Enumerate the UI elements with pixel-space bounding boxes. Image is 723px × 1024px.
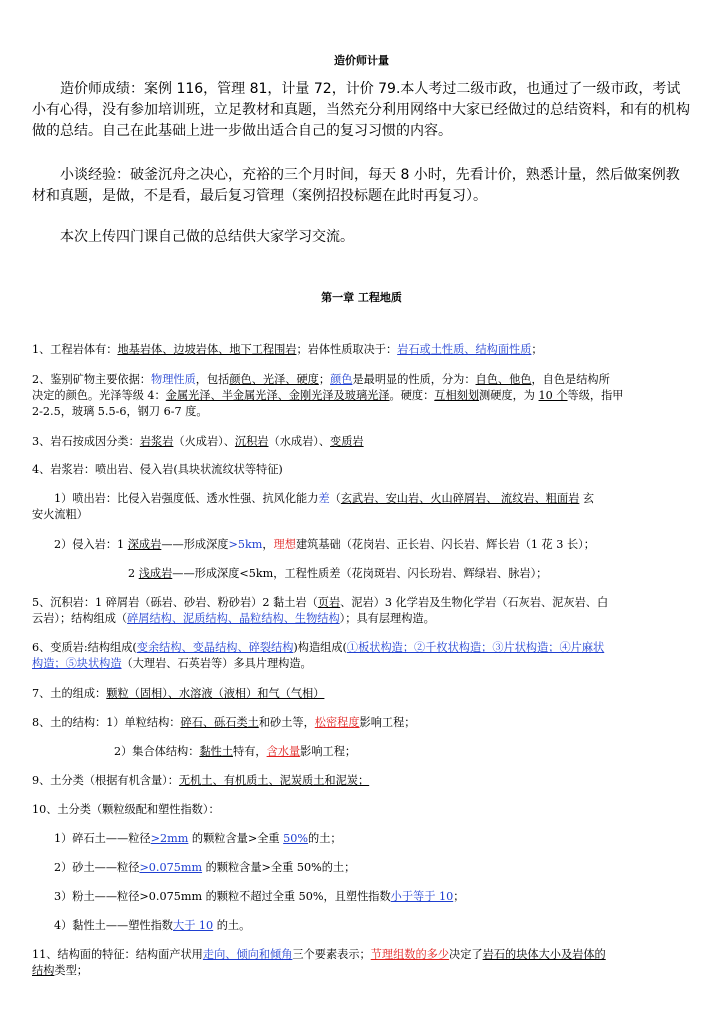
item-7: 7、土的组成：颗粒（固相）、水溶液（液相）和气（气相） [32, 687, 325, 700]
item-2-line-3: 2-2.5，玻璃 5.5-6，钢刀 6-7 度。 [32, 405, 208, 418]
item-4-1: 1）喷出岩：比侵入岩强度低、透水性强、抗风化能力差（玄武岩、安山岩、火山碎屑岩、 流纹岩、粗面岩 玄 [54, 492, 595, 505]
item-1: 1、工程岩体有：地基岩体、边坡岩体、地下工程围岩；岩体性质取决于：岩石或土性质、结构面性质； [32, 343, 543, 356]
item-10-3: 3）粉土——粒径>0.075mm 的颗粒不超过全重 50%，且塑性指数小于等于 10； [54, 890, 465, 903]
item-8-2: 2）集合体结构：黏性土特有，含水量影响工程； [114, 745, 357, 758]
item-8: 8、土的结构：1）单粒结构：碎石、砾石类土和砂土等，松密程度影响工程； [32, 716, 416, 729]
item-4-2: 2）侵入岩：1 深成岩——形成深度>5km，理想建筑基础（花岗岩、正长岩、闪长岩、辉长岩（1 花 3 长）； [54, 538, 595, 551]
item-4-1-line-2: 安火流粗） [32, 508, 88, 521]
item-4-3: 2 浅成岩——形成深度<5km，工程性质差（花岗斑岩、闪长玢岩、辉绿岩、脉岩）； [128, 567, 548, 580]
document-title: 造价师计量 [334, 54, 389, 67]
item-6-line-2: 构造；⑤块状构造（大理岩、石英岩等）多具片理构造。 [32, 657, 312, 670]
item-2: 2、鉴别矿物主要依据：物理性质，包括颜色、光泽、硬度；颜色是最明显的性质，分为：自色、他色，自色是结构所 [32, 373, 610, 386]
item-9: 9、土分类（根据有机含量）：无机土、有机质土、泥炭质土和泥炭； [32, 774, 370, 787]
item-3: 3、岩石按成因分类：岩浆岩（火成岩）、沉积岩（水成岩）、变质岩 [32, 435, 364, 448]
item-10: 10、土分类（颗粒级配和塑性指数）： [32, 803, 220, 816]
item-10-1: 1）碎石土——粒径>2mm 的颗粒含量>全重 50%的土； [54, 832, 342, 845]
item-5: 5、沉积岩：1 碎屑岩（砾岩、砂岩、粉砂岩）2 黏土岩（页岩、泥岩）3 化学岩及生物化学岩（石灰岩、泥灰岩、白 [32, 596, 609, 609]
chapter-title: 第一章 工程地质 [321, 291, 402, 304]
item-5-line-2: 云岩）；结构组成（碎屑结构、泥质结构、晶粒结构、生物结构）；具有层理构造。 [32, 612, 435, 625]
item-2-line-2: 决定的颜色。光泽等级 4：金属光泽、半金属光泽、金刚光泽及玻璃光泽。硬度：互相刻划测硬度，为 10 个等级，指甲 [32, 389, 624, 402]
item-6: 6、变质岩:结构组成(变余结构、变晶结构、碎裂结构)构造组成(①板状构造；②千枚状构造；③片状构造；④片麻状 [32, 641, 605, 654]
intro-paragraph-3: 本次上传四门课自己做的总结供大家学习交流。 [60, 229, 354, 245]
item-10-2: 2）砂土——粒径>0.075mm 的颗粒含量>全重 50%的土； [54, 861, 356, 874]
item-4: 4、岩浆岩：喷出岩、侵入岩(具块状流纹状等特征) [32, 463, 283, 476]
intro-paragraph-2: 小谈经验：破釜沉舟之决心，充裕的三个月时间，每天 8 小时，先看计价，熟悉计量，然后做案例教材和真题，是做，不是看，最后复习管理（案例招投标题在此时再复习）。 [32, 167, 680, 204]
item-11: 11、结构面的特征：结构面产状用走向、倾向和倾角三个要素表示；节理组数的多少决定了岩石的块体大小及岩体的 [32, 948, 606, 961]
item-11-line-2: 结构类型； [32, 964, 88, 977]
intro-paragraph-1: 造价师成绩：案例 116，管理 81，计量 72，计价 79.本人考过二级市政，也通过了一级市政，考试小有心得，没有参加培训班，立足教材和真题，当然充分利用网络中大家已经做过的总结资料，和有的机构做的总结。自己在此基础上进一步做出适合自己的复习习惯的内容。 [32, 81, 690, 139]
item-10-4: 4）黏性土——塑性指数大于 10 的土。 [54, 919, 251, 932]
